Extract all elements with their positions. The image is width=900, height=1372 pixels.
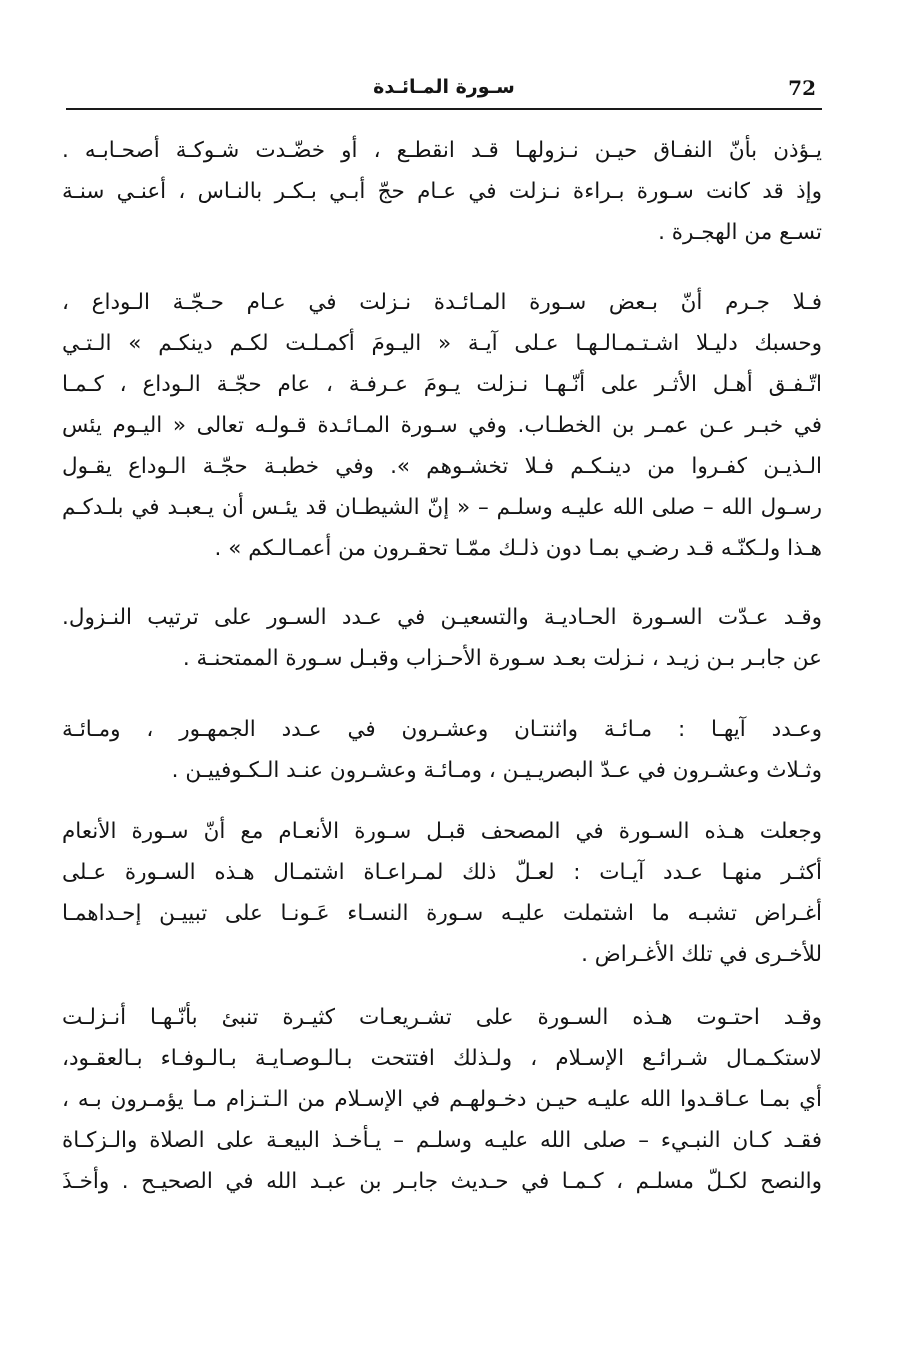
text-line: أكثـر منهـا عـدد آيـات : لعـلّ ذلك لمـراعـاة اشتمـال هـذه السـورة عـلى bbox=[62, 860, 822, 885]
text-line: وعـدد آيهـا : مـائـة واثنتـان وعشـرون في عـدد الجمهـور ، ومـائـة bbox=[62, 717, 822, 742]
paragraph-1 bbox=[62, 130, 822, 253]
text-line: فـلا جـرم أنّ بـعض سـورة المـائـدة نـزلت في عـام حـجّـة الـوداع ، bbox=[62, 290, 822, 315]
text-line: للأخـرى في تلك الأغـراض . bbox=[581, 942, 822, 967]
text-line: وثـلاث وعشـرون في عـدّ البصريـيـن ، ومـائـة وعشـرون عنـد الـكـوفييـن . bbox=[171, 758, 822, 783]
body-text bbox=[62, 130, 822, 1202]
text-line: لاستكـمـال شـرائـع الإسـلام ، ولـذلك افتتحت بـالـوصـايـة بـالـوفـاء بـالعقـود، bbox=[62, 1046, 822, 1071]
page-header bbox=[66, 72, 822, 110]
page-number: 72 bbox=[788, 76, 816, 100]
text-line: أغـراض تشبـه ما اشتملت عليـه سـورة النسـاء عَـونـا على تبييـن إحـداهمـا bbox=[62, 901, 822, 926]
text-line: وحسبك دليـلا اشـتـمـالـهـا عـلى آيـة « اليـومَ أكمـلـت لكـم دينكـم » الـتـي bbox=[62, 331, 822, 356]
text-line: في خبـر عـن عمـر بن الخطـاب. وفي سـورة المـائـدة قـولـه تعالى « اليـوم يئس bbox=[62, 413, 822, 438]
text-line: وقـد عـدّت السـورة الحـاديـة والتسعيـن في عـدد السـور على ترتيب النـزول. bbox=[62, 605, 822, 630]
text-line: والنصح لكـلّ مسلـم ، كـمـا في حـديث جابـر بن عبـد الله في الصحيـح . وأخـذَ bbox=[62, 1169, 822, 1194]
paragraph-3 bbox=[62, 597, 822, 679]
text-line: يـؤذن بأنّ النفـاق حيـن نـزولهـا قـد انقطـع ، أو خضّـدت شـوكـة أصحـابـه . bbox=[62, 138, 822, 163]
text-line: وجعلت هـذه السـورة في المصحف قبـل سـورة الأنعـام مع أنّ سـورة الأنعام bbox=[62, 819, 822, 844]
paragraph-6 bbox=[62, 997, 822, 1202]
text-line: اتّـفـق أهـل الأثـر على أنّـهـا نـزلت يـومَ عـرفـة ، عام حجّـة الـوداع ، كـمـا bbox=[62, 372, 822, 397]
paragraph-2 bbox=[62, 282, 822, 569]
text-line: أي بمـا عـاقـدوا الله عليـه حيـن دخـولهـم في الإسـلام من الـتـزام مـا يؤمـرون بـه ، bbox=[62, 1087, 822, 1112]
text-line: عن جابـر بـن زيـد ، نـزلت بعـد سـورة الأحـزاب وقبـل سـورة الممتحنـة . bbox=[182, 646, 822, 671]
text-line: فقـد كـان النبـيء – صلى الله عليـه وسلـم – يـأخـذ البيعـة على الصلاة والـزكـاة bbox=[62, 1128, 822, 1153]
text-line: الـذيـن كفـروا من دينـكـم فـلا تخشـوهم ». وفي خطبـة حجّـة الـوداع يقـول bbox=[62, 454, 822, 479]
text-line: وقـد احتـوت هـذه السـورة على تشـريعـات كثيـرة تنبئ بأنّـهـا أنـزلـت bbox=[62, 1005, 822, 1030]
text-line: تسـع من الهجـرة . bbox=[658, 220, 822, 245]
paragraph-5 bbox=[62, 811, 822, 975]
paragraph-4 bbox=[62, 709, 822, 791]
running-title: سـورة المـائـدة bbox=[373, 76, 515, 98]
text-line: وإذ قد كانت سـورة بـراءة نـزلت في عـام حجّ أبـي بـكـر بالنـاس ، أعنـي سنـة bbox=[62, 179, 822, 204]
text-line: هـذا ولـكنّـه قـد رضـي بمـا دون ذلـك ممّـا تحقـرون من أعمـالـكم » . bbox=[214, 536, 822, 561]
text-line: رسـول الله – صلى الله عليـه وسلـم – « إنّ الشيطـان قد يئـس أن يـعبـد في بلـدكـم bbox=[62, 495, 822, 520]
